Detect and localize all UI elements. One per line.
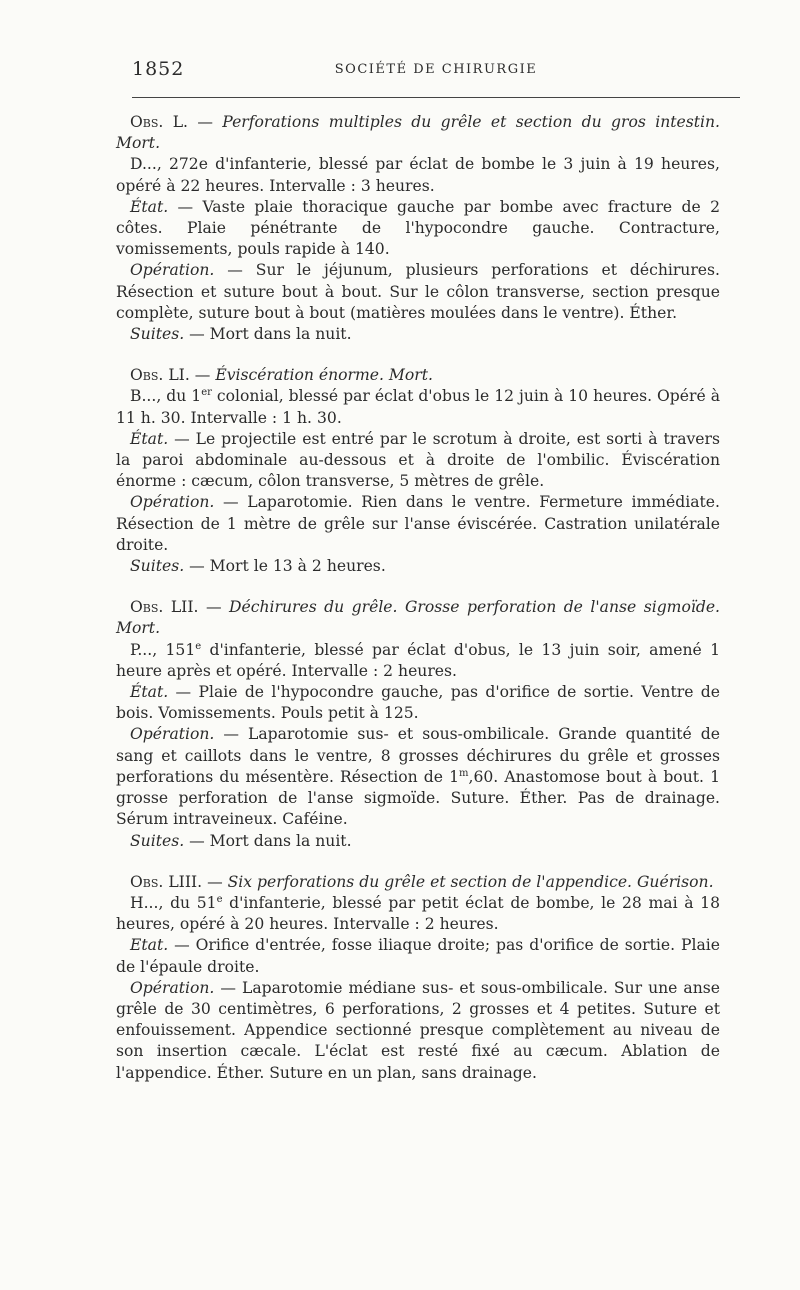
etat-text: — Vaste plaie thoracique gauche par bombe avec fracture de 2 côtes. Plaie pénétrante de l'hypocondre gauche. Contracture, vomissements, pouls rapide à 140. [116, 197, 720, 259]
operation-paragraph [116, 978, 720, 1084]
title-dash: — [202, 872, 228, 891]
observation-liii [116, 872, 720, 1084]
operation-text: — Laparotomie médiane sus- et sous-ombilicale. Sur une anse grêle de 30 centimètres, 6 perforations, 2 grosses et 4 petites. Suture et enfouissement. Appendice sectionné presque complètement au niveau de son insertion cæcale. L'éclat est resté fixé au cæcum. Ablation de l'appendice. Éther. Suture en un plan, sans drainage. [116, 978, 720, 1082]
operation-paragraph [116, 492, 720, 556]
page-header [132, 58, 740, 82]
suites-text: — Mort le 13 à 2 heures. [184, 557, 386, 576]
intro-text: H..., du 51 [130, 893, 217, 912]
title-dash: — [189, 366, 216, 385]
operation-label: Opération. [130, 978, 215, 997]
observation-label: Obs. LII. [130, 598, 199, 617]
suites-text: — Mort dans la nuit. [184, 831, 352, 850]
suites-label: Suites. [130, 831, 185, 850]
observation-heading: Perforations multiples du grêle et section du gros intestin. Mort. [116, 113, 720, 153]
intro-text: B..., du 1 [130, 387, 202, 406]
suites-label: Suites. [130, 557, 185, 576]
observation-title [116, 597, 720, 639]
observation-intro: D..., 272e d'infanterie, blessé par éclat de bombe le 3 juin à 19 heures, opéré à 22 heures. Intervalle : 3 heures. [116, 155, 720, 195]
observation-l [116, 112, 720, 345]
operation-text: — Laparotomie sus- et sous-ombilicale. Grande quantité de sang et caillots dans le ventre, 8 grosses déchirures du grêle et grosses perforations du mésentère. Résection de 1 [116, 725, 720, 786]
etat-text: — Le projectile est entré par le scrotum à droite, est sorti à travers la paroi abdominale au-dessous et à droite de l'ombilic. Éviscération énorme : cæcum, côlon transverse, 5 mètres de grêle. [116, 429, 720, 491]
observation-intro [116, 893, 720, 935]
etat-label: État. [130, 683, 169, 702]
observation-heading: Éviscération énorme. Mort. [215, 366, 433, 385]
observation-lii [116, 597, 720, 851]
observation-label: Obs. L. [130, 113, 189, 131]
observation-title [116, 365, 720, 386]
observation-label: Obs. LI. [130, 366, 190, 385]
operation-text: — Sur le jéjunum, plusieurs perforations et déchirures. Résection et suture bout à bout. Sur le côlon transverse, section presque complète, suture bout à bout (matières moulées dans le ventre). Éther. [116, 261, 720, 322]
etat-paragraph [116, 682, 720, 724]
observation-title [116, 112, 720, 154]
title-dash: — [188, 113, 223, 131]
ordinal-superscript: e [216, 893, 223, 905]
etat-label: Etat. [130, 936, 169, 955]
operation-paragraph [116, 724, 720, 830]
etat-paragraph [116, 429, 720, 493]
suites-paragraph [116, 324, 720, 345]
suites-label: Suites. [130, 325, 185, 344]
operation-text: — Laparotomie. Rien dans le ventre. Fermeture immédiate. Résection de 1 mètre de grêle sur l'anse éviscérée. Castration unilatérale droite. [116, 493, 720, 554]
page-content [116, 112, 720, 1104]
operation-label: Opération. [130, 493, 215, 512]
observation-title [116, 872, 720, 893]
observation-heading: Six perforations du grêle et section de l'appendice. Guérison. [227, 872, 714, 891]
page-number: 1852 [132, 58, 185, 80]
etat-text: — Orifice d'entrée, fosse iliaque droite; pas d'orifice de sortie. Plaie de l'épaule droite. [116, 936, 720, 976]
title-dash: — [198, 598, 230, 617]
running-title: SOCIÉTÉ DE CHIRURGIE [334, 62, 538, 77]
etat-label: État. [130, 197, 169, 216]
operation-label: Opération. [130, 725, 215, 744]
etat-label: État. [130, 429, 169, 448]
observation-intro [116, 386, 720, 428]
etat-text: — Plaie de l'hypocondre gauche, pas d'orifice de sortie. Ventre de bois. Vomissements. Pouls petit à 125. [116, 683, 720, 723]
intro-text-cont: d'infanterie, blessé par petit éclat de bombe, le 28 mai à 18 heures, opéré à 20 heures. Intervalle : 2 heures. [116, 893, 720, 934]
suites-paragraph [116, 556, 720, 577]
ordinal-superscript: e [195, 640, 202, 652]
observation-label: Obs. LIII. [130, 872, 203, 891]
intro-text: P..., 151 [130, 640, 196, 659]
intro-text-cont: d'infanterie, blessé par éclat d'obus, le 13 juin soir, amené 1 heure après et opéré. Intervalle : 2 heures. [116, 640, 720, 680]
ordinal-superscript: er [201, 387, 212, 399]
observation-intro [116, 640, 720, 682]
suites-text: — Mort dans la nuit. [184, 325, 352, 344]
etat-paragraph [116, 197, 720, 261]
operation-label: Opération. [130, 261, 215, 280]
etat-paragraph [116, 935, 720, 977]
observation-li [116, 365, 720, 577]
suites-paragraph [116, 831, 720, 852]
header-rule [132, 97, 740, 98]
operation-text-cont: ,60. Anastomose bout à bout. 1 grosse perforation de l'anse sigmoïde. Suture. Éther. Pas de drainage. Sérum intraveineux. Caféine. [116, 767, 720, 829]
observation-heading: Déchirures du grêle. Grosse perforation de l'anse sigmoïde. Mort. [116, 598, 721, 638]
operation-paragraph [116, 260, 720, 324]
unit-superscript: m [459, 767, 469, 779]
intro-text-cont: colonial, blessé par éclat d'obus le 12 juin à 10 heures. Opéré à 11 h. 30. Intervalle : 1 h. 30. [116, 387, 720, 427]
